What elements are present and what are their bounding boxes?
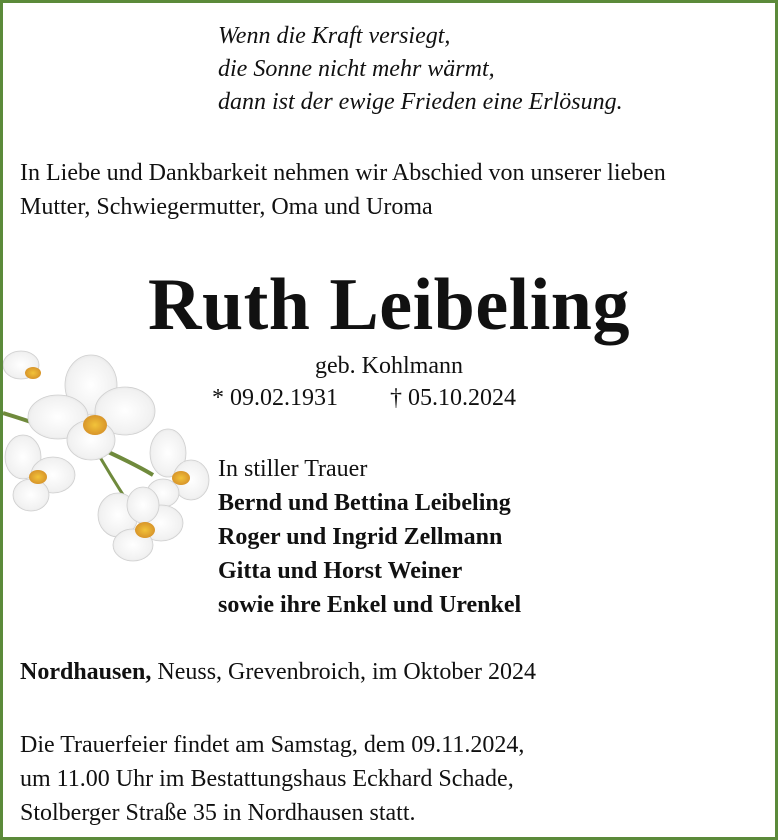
death-date: † 05.10.2024: [390, 385, 516, 411]
place-main: Nordhausen,: [20, 659, 152, 685]
poem: [218, 20, 623, 119]
mourners-lead: In stiller Trauer: [218, 456, 368, 482]
mourner-family: Roger und Ingrid Zellmann: [218, 524, 503, 550]
poem-line: die Sonne nicht mehr wärmt,: [218, 56, 495, 82]
deceased-name: Ruth Leibeling: [148, 264, 630, 346]
service-line: Die Trauerfeier findet am Samstag, dem 09.11.2024,: [20, 732, 525, 758]
poem-line: dann ist der ewige Frieden eine Erlösung.: [218, 89, 623, 115]
orchid-flower: [3, 351, 41, 379]
birth-date: * 09.02.1931: [212, 385, 338, 411]
place-date-line: [20, 656, 536, 688]
service-line: um 11.00 Uhr im Bestattungshaus Eckhard Schade,: [20, 766, 514, 792]
place-rest: Neuss, Grevenbroich, im Oktober 2024: [151, 659, 536, 685]
mourner-family: Gitta und Horst Weiner: [218, 558, 463, 584]
intro-line: In Liebe und Dankbarkeit nehmen wir Abschied von unserer lieben: [20, 160, 666, 186]
intro-text: [20, 156, 760, 224]
poem-line: Wenn die Kraft versiegt,: [218, 23, 451, 49]
service-info: [20, 728, 524, 830]
orchid-image: [3, 345, 218, 565]
mourners-block: [218, 452, 521, 622]
mourner-family: sowie ihre Enkel und Urenkel: [218, 592, 522, 618]
birth-name: geb. Kohlmann: [315, 353, 463, 379]
mourner-family: Bernd und Bettina Leibeling: [218, 490, 511, 516]
life-dates: [212, 382, 516, 414]
intro-line: Mutter, Schwiegermutter, Oma und Uroma: [20, 194, 433, 220]
service-line: Stolberger Straße 35 in Nordhausen statt.: [20, 800, 416, 826]
